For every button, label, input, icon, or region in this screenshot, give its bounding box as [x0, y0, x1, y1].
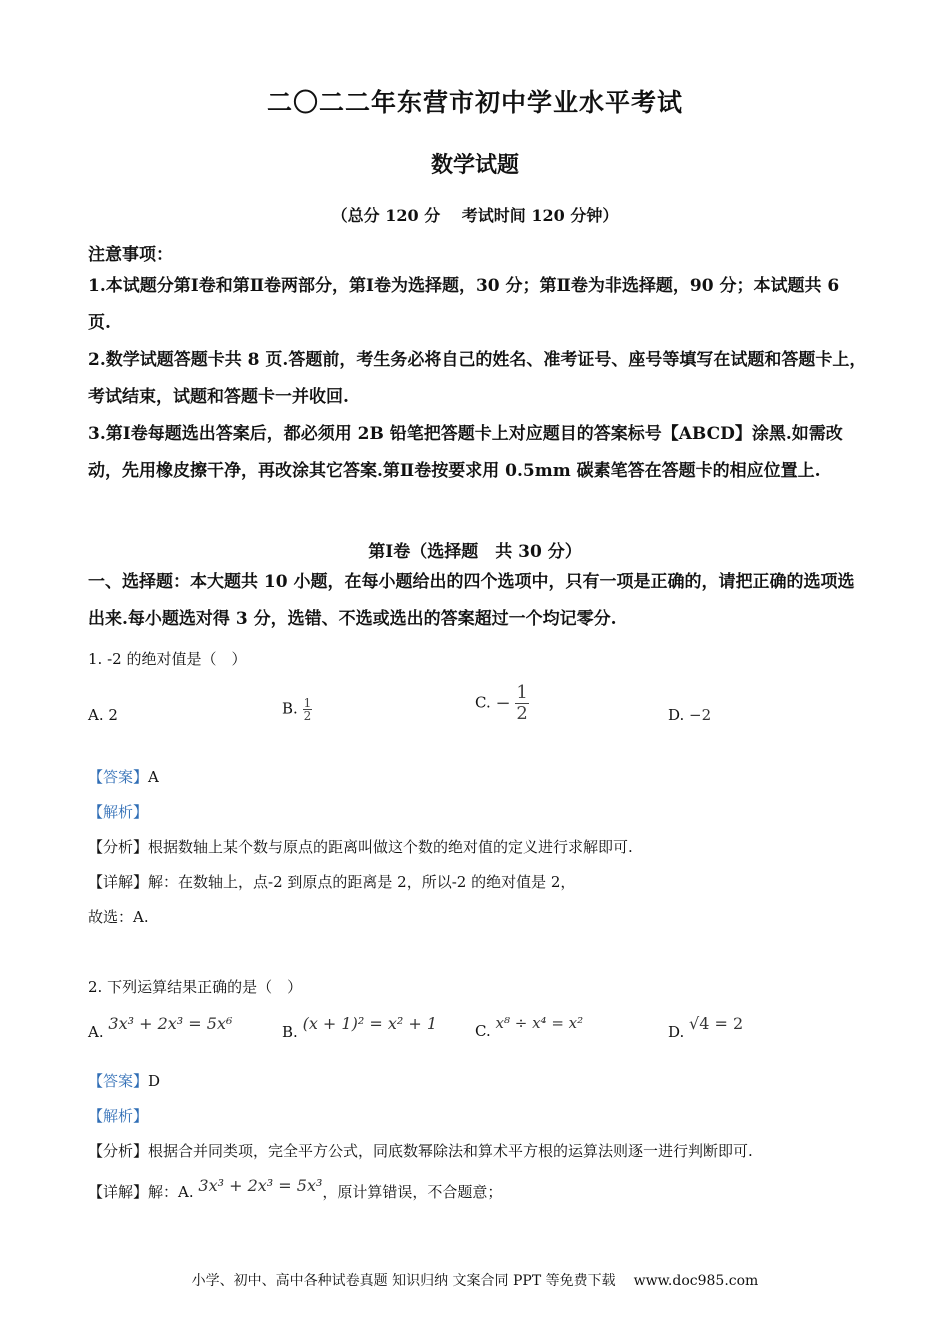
xiangjie-tag: 【详解】: [88, 873, 149, 891]
q2-option-c-label: C.: [475, 1022, 491, 1040]
q2-option-d-expr: √4 = 2: [689, 1014, 744, 1033]
footer-url[interactable]: www.doc985.com: [633, 1273, 759, 1289]
q2-option-a-expr: 3x³ + 2x³ = 5x⁶: [108, 1014, 233, 1033]
q2-option-d: [668, 1014, 743, 1041]
note-item-3: 3.第Ⅰ卷每题选出答案后，都必须用 2B 铅笔把答题卡上对应题目的答案标号【ABCD】涂黑.如需改动，先用橡皮擦干净，再改涂其它答案.第Ⅱ卷按要求用 0.5mm 碳素笔答在答题卡的相应位置上.: [88, 424, 843, 481]
section-instruction: 一、选择题：本大题共 10 小题，在每小题给出的四个选项中，只有一项是正确的，请把正确的选项选出来.每小题选对得 3 分，选错、不选或选出的答案超过一个均记零分.: [88, 572, 855, 629]
exam-title: 二〇二二年东营市初中学业水平考试: [266, 88, 683, 117]
q2-option-a-label: A.: [88, 1023, 104, 1041]
q1-option-a: A. 2: [88, 706, 118, 724]
xiangjie-pre: 解：A.: [148, 1183, 194, 1201]
q2-fenxi: [88, 1140, 753, 1161]
q1-option-c: [475, 683, 529, 724]
q2-analysis-tag: 【解析】: [88, 1107, 149, 1125]
fenxi-text: 根据合并同类项，完全平方公式，同底数幂除法和算术平方根的运算法则逐一进行判断即可.: [148, 1142, 753, 1160]
q1-option-d-value: −2: [689, 706, 712, 724]
q2-option-c: [475, 1014, 583, 1040]
q2-stem: 2. 下列运算结果正确的是（ ）: [88, 978, 303, 996]
answer-tag: 【答案】: [88, 768, 149, 786]
q2-option-d-label: D.: [668, 1023, 685, 1041]
q1-conclusion: 故选：A.: [88, 908, 149, 926]
q1-answer: [88, 766, 159, 787]
fenxi-tag: 【分析】: [88, 838, 149, 856]
answer-tag: 【答案】: [88, 1072, 149, 1090]
fenxi-text: 根据数轴上某个数与原点的距离叫做这个数的绝对值的定义进行求解即可.: [148, 838, 633, 856]
q2-option-b-expr: (x + 1)² = x² + 1: [302, 1014, 438, 1033]
q2-option-b: [282, 1014, 437, 1041]
answer-value: D: [148, 1072, 161, 1090]
q2-option-a: [88, 1014, 232, 1041]
minus-sign: −: [495, 693, 511, 714]
fraction-numerator: 1: [516, 682, 528, 703]
fraction-numerator: 1: [303, 696, 312, 710]
xiangjie-text: 解：在数轴上，点-2 到原点的距离是 2，所以-2 的绝对值是 2，: [148, 873, 576, 891]
footer-text: 小学、初中、高中各种试卷真题 知识归纳 文案合同 PPT 等免费下载: [191, 1273, 616, 1289]
note-item-1: 1.本试题分第Ⅰ卷和第Ⅱ卷两部分，第Ⅰ卷为选择题，30 分；第Ⅱ卷为非选择题，90 分；本试题共 6 页.: [88, 276, 840, 333]
xiangjie-expr: 3x³ + 2x³ = 5x³: [198, 1176, 323, 1195]
fenxi-tag: 【分析】: [88, 1142, 149, 1160]
q1-option-c-fraction: [515, 683, 528, 724]
q1-option-b-fraction: [303, 697, 313, 722]
fraction-denominator: 2: [303, 709, 312, 723]
q1-option-c-label: C.: [475, 693, 491, 712]
q1-fenxi: [88, 836, 633, 857]
q2-answer: [88, 1070, 160, 1091]
xiangjie-tag: 【详解】: [88, 1183, 149, 1201]
answer-value: A: [148, 768, 159, 786]
q2-option-b-label: B.: [282, 1023, 298, 1041]
q1-stem: 1. -2 的绝对值是（ ）: [88, 650, 247, 668]
q1-xiangjie: [88, 871, 575, 892]
q2-option-c-expr: x⁸ ÷ x⁴ = x²: [495, 1014, 584, 1032]
fraction-denominator: 2: [516, 703, 528, 724]
q1-option-b-label: B.: [282, 699, 298, 718]
exam-info: （总分 120 分 考试时间 120 分钟）: [331, 206, 619, 225]
q1-option-d-label: D.: [668, 706, 685, 724]
section-title: 第Ⅰ卷（选择题 共 30 分）: [368, 542, 582, 562]
xiangjie-post: ，原计算错误，不合题意；: [322, 1183, 503, 1201]
q2-xiangjie: [88, 1176, 502, 1202]
q1-analysis-tag: 【解析】: [88, 803, 149, 821]
page-footer: [0, 1270, 950, 1290]
subject-title: 数学试题: [430, 152, 519, 178]
note-item-2: 2.数学试题答题卡共 8 页.答题前，考生务必将自己的姓名、准考证号、座号等填写在试题和答题卡上，考试结束，试题和答题卡一并收回.: [88, 350, 867, 407]
q1-option-b: [282, 697, 312, 722]
notes-heading: 注意事项：: [88, 245, 173, 265]
q1-option-d: [668, 706, 711, 724]
